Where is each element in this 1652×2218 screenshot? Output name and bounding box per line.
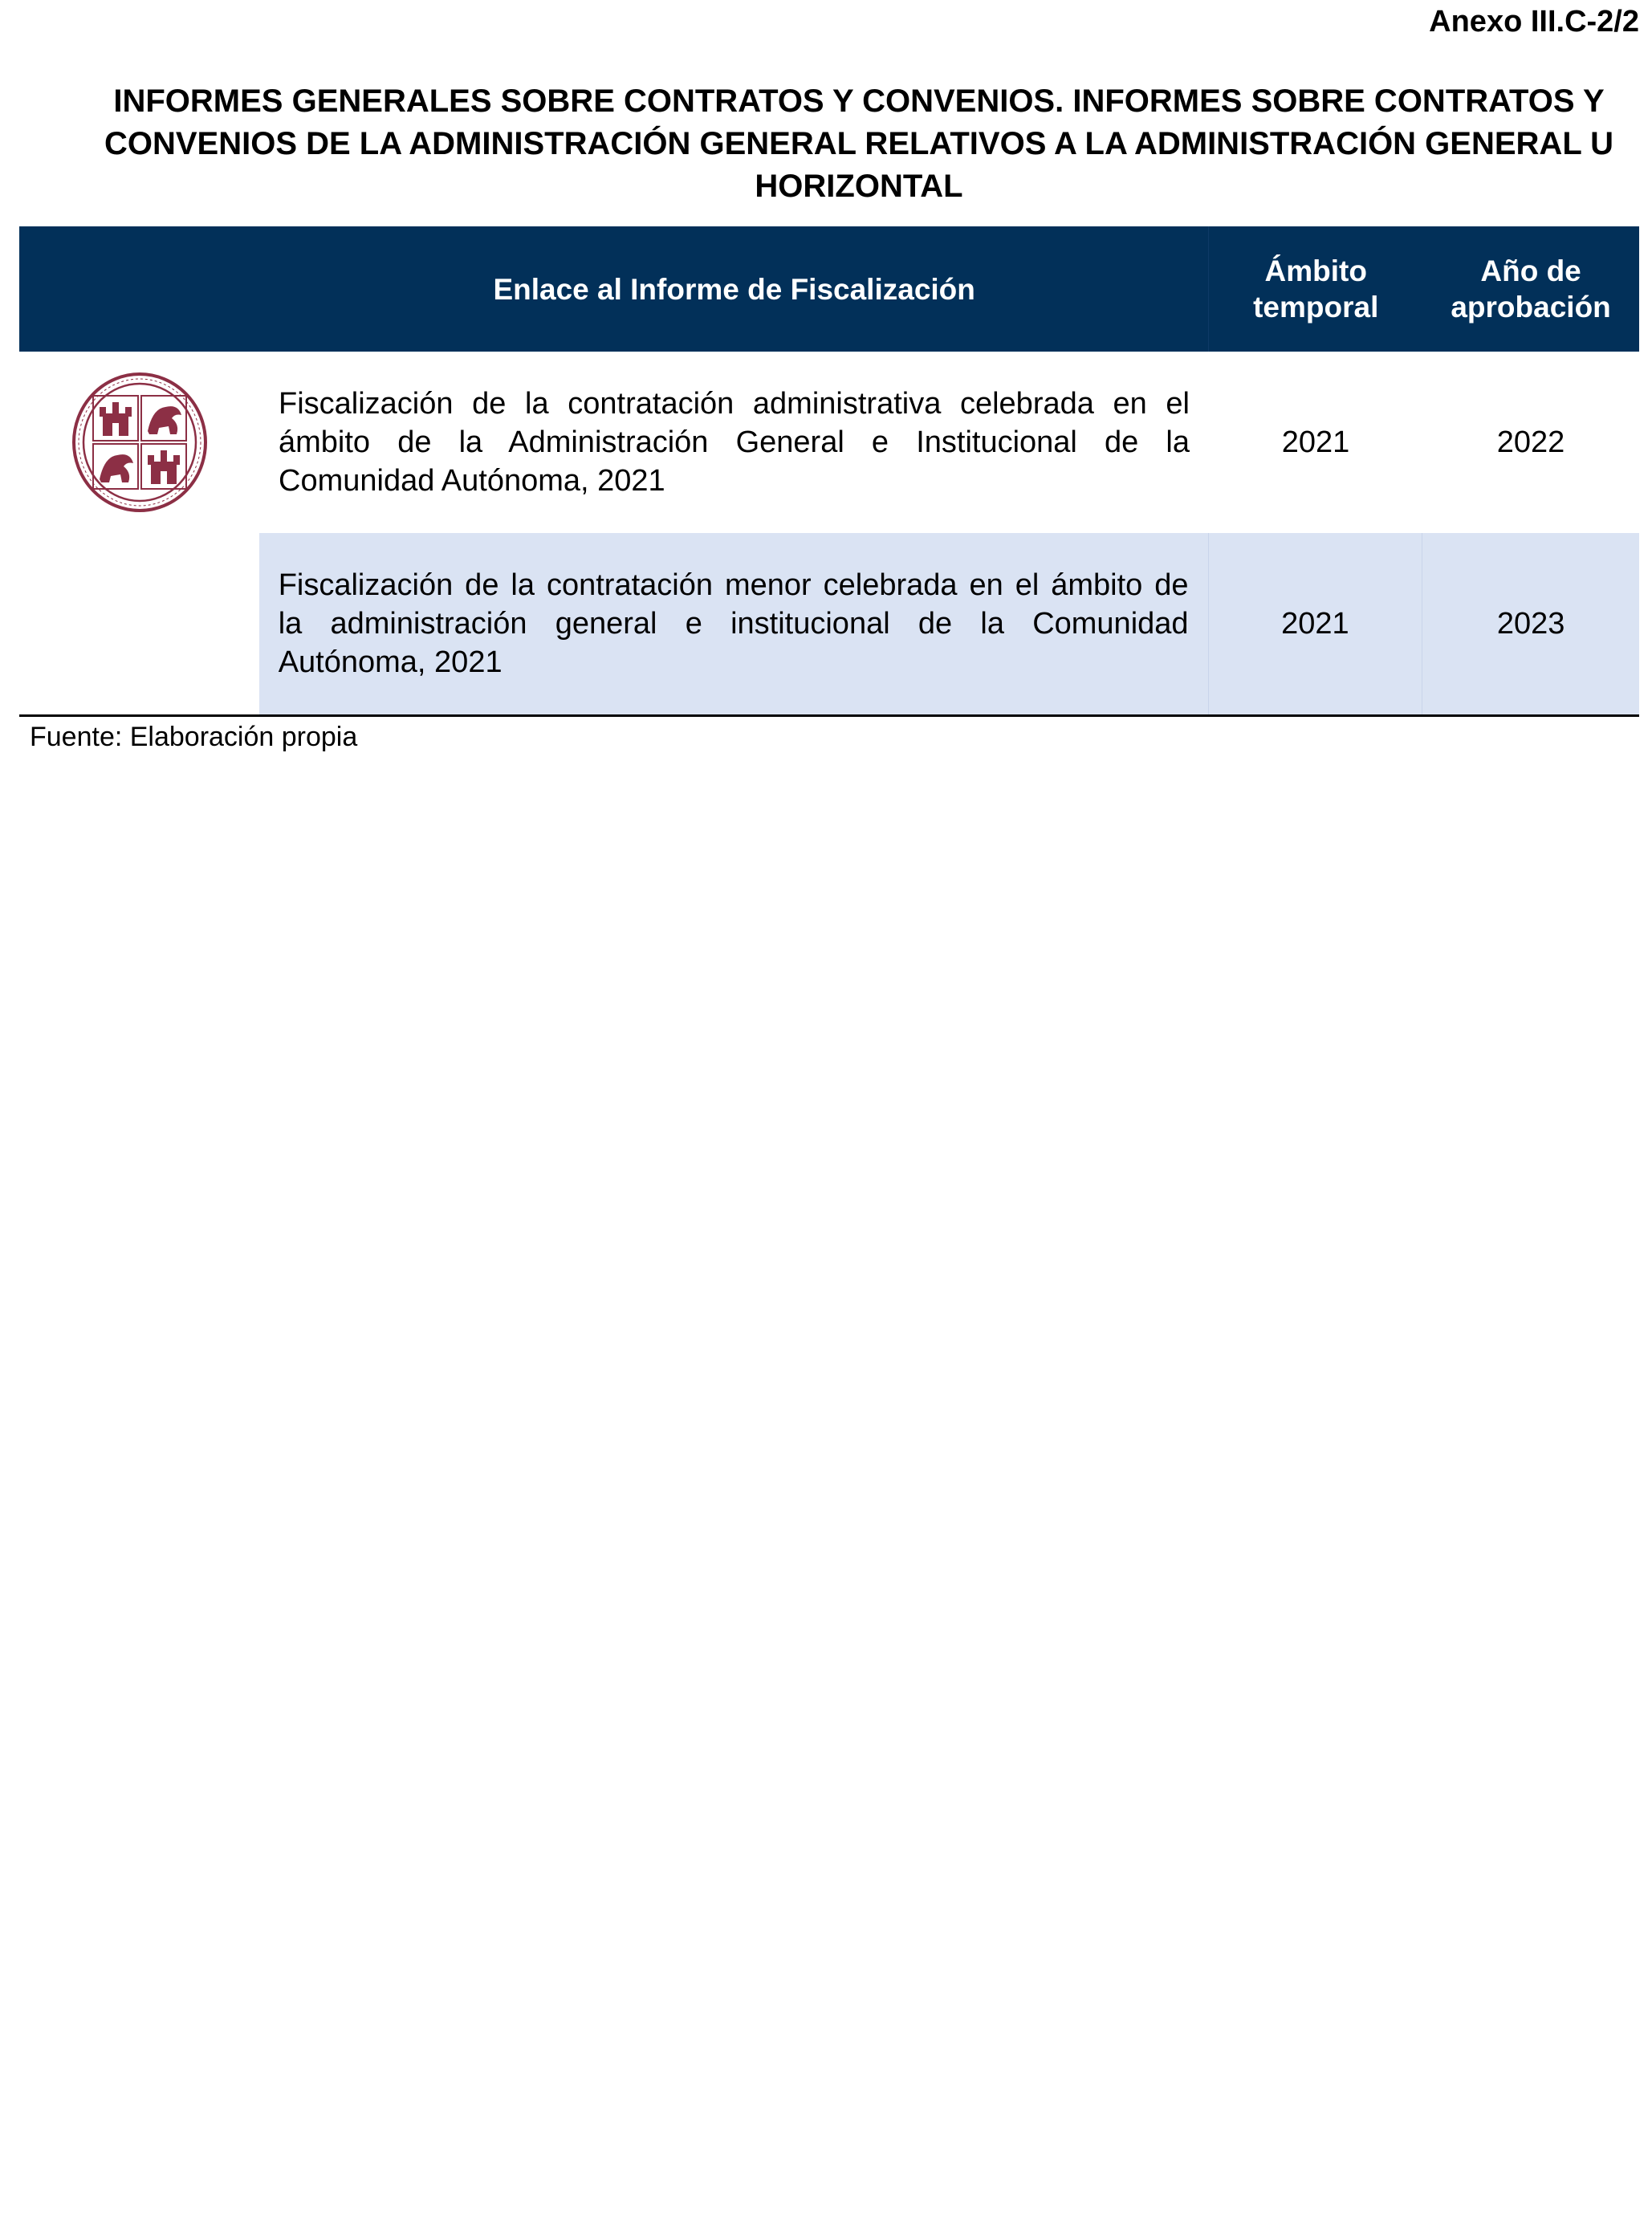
source-note: Fuente: Elaboración propia	[30, 722, 358, 752]
report-link[interactable]	[259, 533, 1208, 714]
header-temporal-line1: Ámbito	[1264, 254, 1367, 287]
page-title: INFORMES GENERALES SOBRE CONTRATOS Y CONVENIOS. INFORMES SOBRE CONTRATOS Y CONVENIOS DE LA ADMINISTRACIÓN GENERAL RELATIVOS A LA ADMINISTRACIÓN GENERAL U HORIZONTAL	[104, 83, 1614, 204]
annex-label: Anexo III.C-2/2	[1429, 5, 1639, 39]
header-link: Enlace al Informe de Fiscalización	[493, 272, 975, 306]
reports-table	[19, 226, 1639, 717]
report-link[interactable]	[259, 352, 1209, 533]
approval-year: 2022	[1496, 425, 1565, 459]
coat-of-arms-seal-icon[interactable]	[71, 372, 209, 513]
header-approval-year	[1422, 226, 1639, 352]
scope-year: 2021	[1208, 533, 1423, 714]
header-year-line2: aprobación	[1451, 291, 1611, 324]
approval-year: 2023	[1422, 533, 1639, 714]
table-row	[19, 533, 1639, 714]
table-bottom-rule	[19, 714, 1639, 717]
empty-cell	[19, 533, 259, 714]
scope-year: 2021	[1281, 425, 1350, 459]
report-title: Fiscalización de la contratación menor celebrada en el ámbito de la administración general e institucional de la Comunidad Autónoma, 2021	[278, 568, 1189, 679]
header-temporal-line2: temporal	[1253, 291, 1379, 324]
table-row	[19, 352, 1639, 533]
table-header	[19, 226, 1639, 352]
seal-cell	[19, 352, 259, 533]
header-temporal	[1208, 226, 1422, 352]
report-title: Fiscalización de la contratación administrativa celebrada en el ámbito de la Administración General e Institucional de la Comunidad Autónoma, 2021	[279, 387, 1190, 498]
header-year-line1: Año de	[1480, 254, 1581, 287]
